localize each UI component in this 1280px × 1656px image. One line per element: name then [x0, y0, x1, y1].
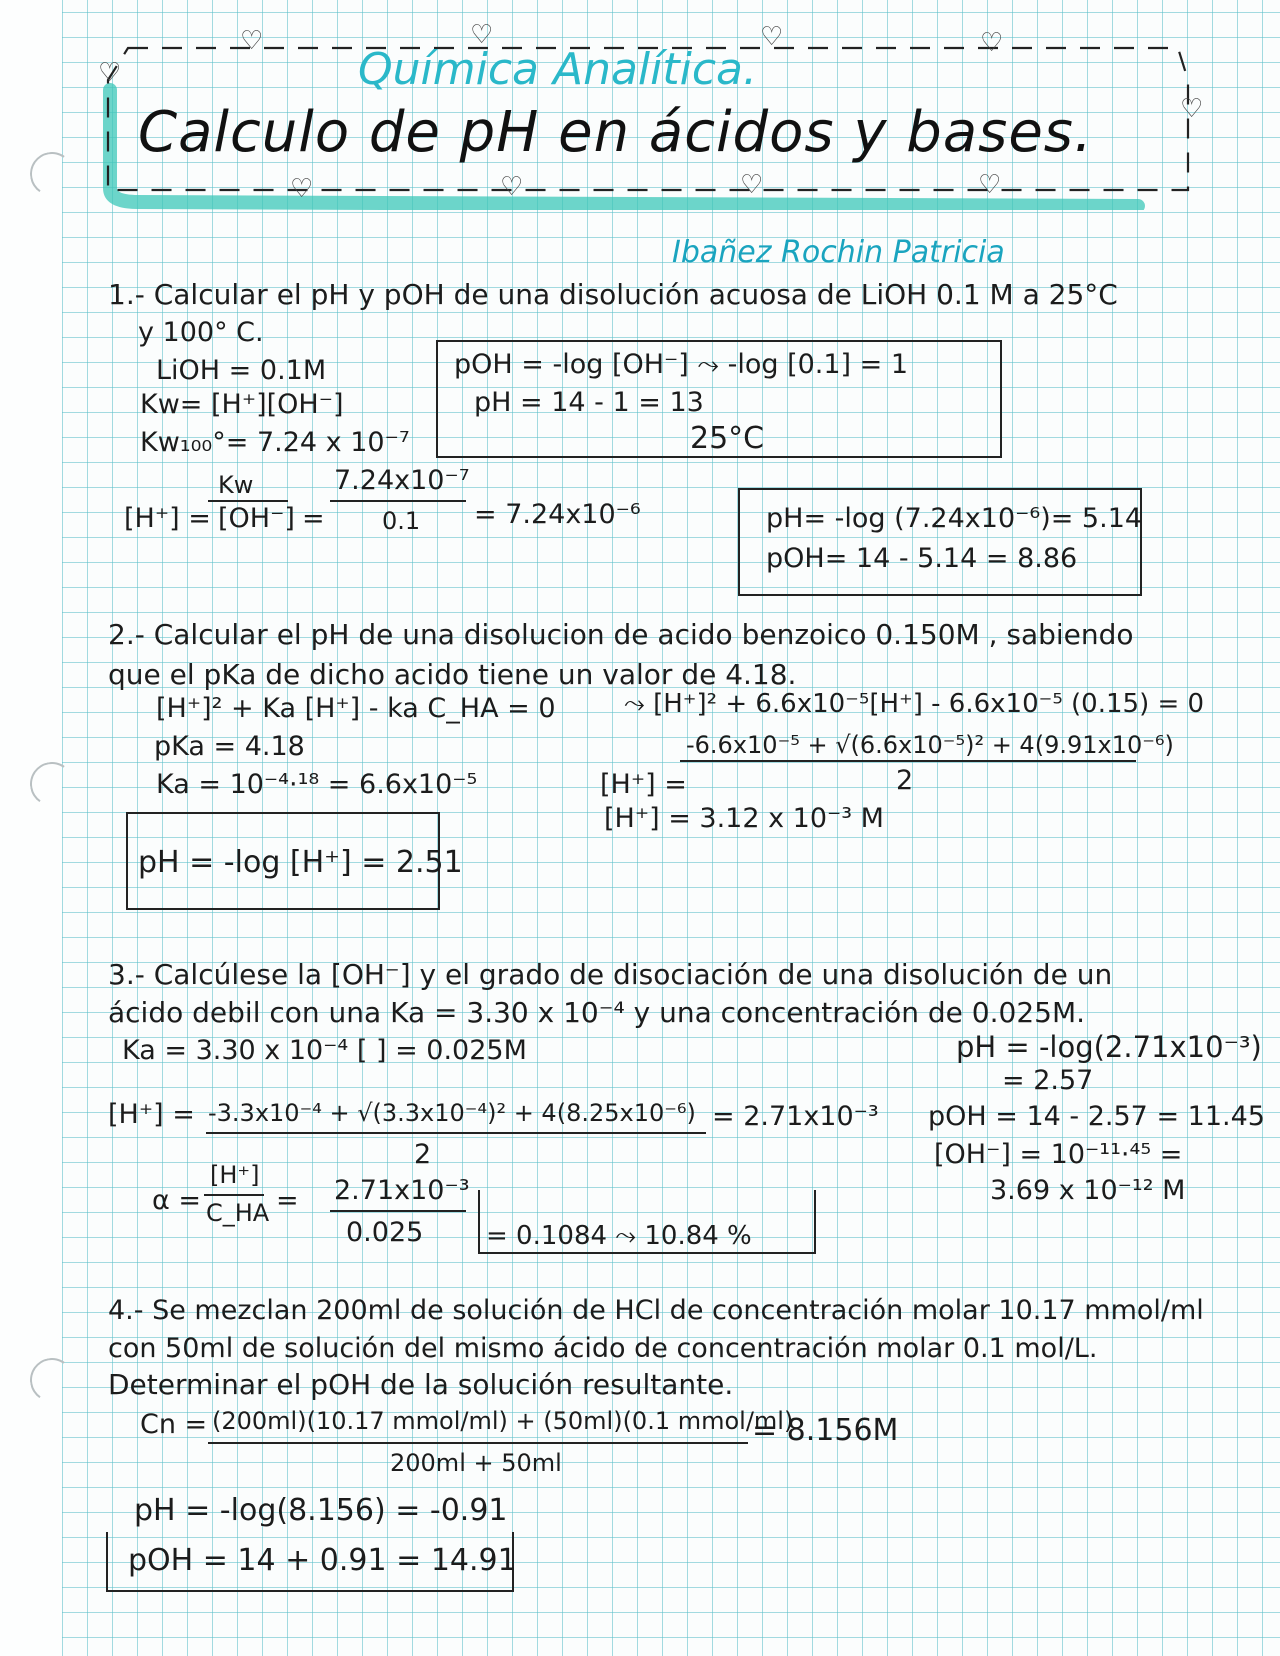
problem1-poh-25c: pOH = -log [OH⁻] ⤳ -log [0.1] = 1 [454, 349, 909, 380]
problem2-quad-den: 2 [896, 765, 914, 796]
problem3-h-den: 2 [414, 1139, 432, 1170]
problem2-statement-line2: que el pKa de dicho acido tiene un valor de 4.18. [108, 658, 797, 691]
problem1-h-lhs: [H⁺] = [124, 503, 211, 534]
problem1-given-kw100: Kw₁₀₀°= 7.24 x 10⁻⁷ [140, 427, 410, 458]
problem1-poh-100c: pOH= 14 - 5.14 = 8.86 [766, 543, 1078, 574]
problem1-statement-line2: y 100° C. [138, 317, 264, 348]
heart-icon: ♡ [98, 58, 122, 88]
problem3-h-num: -3.3x10⁻⁴ + √(3.3x10⁻⁴)² + 4(8.25x10⁻⁶) [208, 1099, 696, 1127]
problem1-ph-25c: pH = 14 - 1 = 13 [474, 387, 704, 418]
problem3-alpha-lhs: α = [152, 1185, 202, 1216]
problem1-ph-100c: pH= -log (7.24x10⁻⁶)= 5.14 [766, 503, 1143, 534]
problem3-ph-line1: pH = -log(2.71x10⁻³) [956, 1030, 1262, 1064]
problem2-quadratic-substituted: ⤳ [H⁺]² + 6.6x10⁻⁵[H⁺] - 6.6x10⁻⁵ (0.15) = 0 [624, 689, 1205, 719]
problem4-cn-num: (200ml)(10.17 mmol/ml) + (50ml)(0.1 mmol/ml) [212, 1407, 794, 1435]
heart-icon: ♡ [500, 172, 524, 202]
heart-icon: ♡ [978, 170, 1002, 200]
heart-icon: ♡ [1180, 94, 1204, 124]
problem1-frac-num: Kw [218, 471, 254, 499]
problem3-h-lhs: [H⁺] = [108, 1099, 195, 1130]
heart-icon: ♡ [980, 28, 1004, 58]
problem2-quadratic: [H⁺]² + Ka [H⁺] - ka C_HA = 0 [156, 693, 556, 724]
problem4-ph: pH = -log(8.156) = -0.91 [134, 1493, 508, 1528]
problem4-statement-line1: 4.- Se mezclan 200ml de solución de HCl de concentración molar 10.17 mmol/ml [108, 1295, 1204, 1326]
heart-icon: ♡ [470, 20, 494, 50]
problem4-statement-line2: con 50ml de solución del mismo ácido de concentración molar 0.1 mol/L. [108, 1333, 1098, 1364]
problem3-oh-line2: 3.69 x 10⁻¹² M [990, 1175, 1186, 1206]
page-title: Calculo de pH en ácidos y bases. [138, 100, 1093, 165]
problem2-quad-num: -6.6x10⁻⁵ + √(6.6x10⁻⁵)² + 4(9.91x10⁻⁶) [686, 731, 1174, 759]
fraction-line [206, 1132, 706, 1134]
problem2-ph: pH = -log [H⁺] = 2.51 [138, 845, 463, 880]
heart-icon: ♡ [290, 174, 314, 204]
problem1-frac-den: [OH⁻] [218, 503, 295, 534]
problem4-cn-result: = 8.156M [752, 1413, 899, 1448]
heart-icon: ♡ [760, 22, 784, 52]
problem3-alpha-num: [H⁺] [210, 1161, 260, 1189]
problem1-statement-line1: 1.- Calcular el pH y pOH de una disolución acuosa de LiOH 0.1 M a 25°C [108, 278, 1118, 311]
problem3-h-result: = 2.71x10⁻³ [712, 1101, 879, 1132]
fraction-line [208, 1442, 748, 1444]
fraction-line [208, 500, 288, 502]
problem1-h-result: = 7.24x10⁻⁶ [474, 499, 641, 530]
problem4-statement-line3: Determinar el pOH de la solución resultante. [108, 1368, 734, 1401]
author-name: Ibañez Rochin Patricia [672, 235, 1005, 270]
problem3-given: Ka = 3.30 x 10⁻⁴ [ ] = 0.025M [122, 1035, 527, 1066]
problem4-cn-den: 200ml + 50ml [390, 1449, 562, 1477]
problem3-alpha-eq: = [276, 1185, 299, 1216]
problem2-ka: Ka = 10⁻⁴·¹⁸ = 6.6x10⁻⁵ [156, 769, 478, 800]
problem1-val-den: 0.1 [382, 507, 421, 535]
problem2-statement-line1: 2.- Calcular el pH de una disolucion de acido benzoico 0.150M , sabiendo [108, 618, 1134, 651]
problem3-statement-line1: 3.- Calcúlese la [OH⁻] y el grado de disociación de una disolución de un [108, 958, 1113, 991]
problem3-alpha-den: C_HA [206, 1199, 270, 1227]
page-margin [0, 0, 62, 1656]
heart-icon: ♡ [240, 26, 264, 56]
problem2-pka: pKa = 4.18 [154, 731, 305, 762]
problem1-temp-label: 25°C [690, 421, 765, 456]
subtitle: Química Analítica. [358, 44, 757, 95]
problem1-given-lioh: LiOH = 0.1M [156, 355, 327, 386]
problem3-alpha-val-num: 2.71x10⁻³ [334, 1175, 470, 1206]
problem4-poh: pOH = 14 + 0.91 = 14.91 [128, 1543, 517, 1578]
fraction-line [330, 500, 466, 502]
problem4-cn-lhs: Cn = [140, 1409, 208, 1440]
fraction-line [330, 1210, 466, 1212]
problem3-oh-line1: [OH⁻] = 10⁻¹¹·⁴⁵ = [934, 1139, 1183, 1170]
problem2-quad-lhs: [H⁺] = [600, 769, 687, 800]
problem2-h-result: [H⁺] = 3.12 x 10⁻³ M [604, 803, 884, 834]
problem3-poh: pOH = 14 - 2.57 = 11.45 [928, 1101, 1265, 1132]
problem3-alpha-val-den: 0.025 [346, 1217, 424, 1248]
problem1-val-num: 7.24x10⁻⁷ [334, 465, 470, 496]
problem1-eq-sign: = [302, 503, 325, 534]
problem3-ph-line2: = 2.57 [1002, 1065, 1094, 1096]
problem3-statement-line2: ácido debil con una Ka = 3.30 x 10⁻⁴ y una concentración de 0.025M. [108, 996, 1086, 1029]
fraction-line [204, 1194, 264, 1196]
problem1-given-kw: Kw= [H⁺][OH⁻] [140, 389, 344, 420]
heart-icon: ♡ [740, 170, 764, 200]
fraction-line [680, 760, 1136, 762]
problem3-alpha-result: = 0.1084 ⤳ 10.84 % [486, 1221, 752, 1251]
